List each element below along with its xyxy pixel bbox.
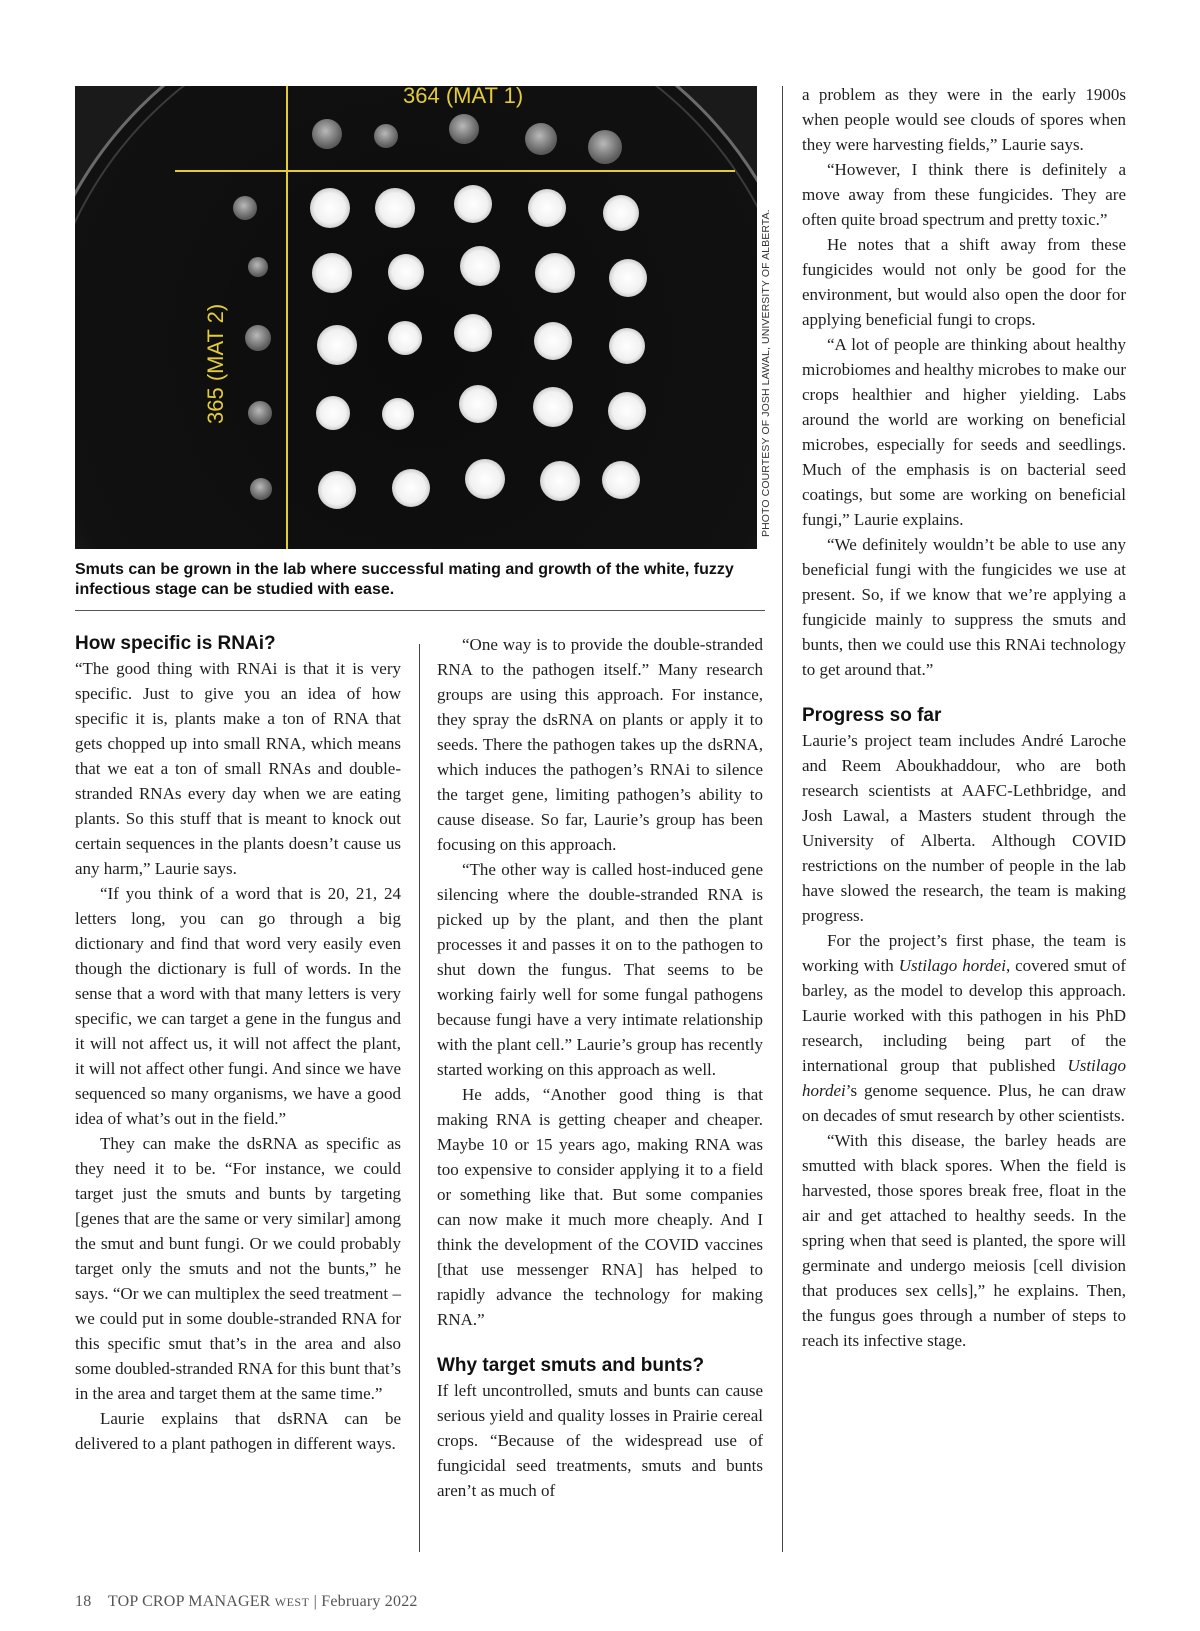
photo-credit-text: PHOTO COURTESY OF JOSH LAWAL, UNIVERSITY OF ALBERTA. [760,209,772,537]
petri-dish-photo [75,86,757,549]
issue-date: February 2022 [321,1593,418,1610]
column-divider-2 [782,86,783,1552]
paragraph: “If you think of a word that is 20, 21, 24 letters long, you can go through a big dictionary and find that word very easily even though the dictionary is full of words. In the sense that a word with that many letters is very specific, we can target a gene in the fungus and it will not affect us, it will not affect the plant, it will not affect other fungi. And since we have sequenced so many organisms, we have a good idea of what’s out in the field.” [75,884,401,1128]
label-mat1: 364 (MAT 1) [403,86,524,108]
paragraph: “The good thing with RNAi is that it is very specific. Just to give you an idea of how specific it is, plants make a ton of RNA that gets chopped up into small RNA, which means that we eat a ton of small RNAs and double-stranded RNAs every day when we are eating plants. So this stuff that is meant to knock out certain sequences in the plants doesn’t cause us any harm,” Laurie says. [75,659,401,878]
magazine-name: TOP CROP MANAGER [107,1593,271,1610]
page-footer [75,1593,418,1611]
paragraph: He notes that a shift away from these fungicides would not only be good for the environment, but would also open the door for applying beneficial fungi to crops. [802,235,1126,329]
paragraph: He adds, “Another good thing is that making RNA is getting cheaper and cheaper. Maybe 10 or 15 years ago, making RNA was too expensive to consider applying it to a field or something like that. But some companies can now make it much more cheaply. And I think the development of the COVID vaccines [that use messenger RNA] has helped to rapidly advance the technology for making RNA.” [437,1085,763,1329]
photo-caption: Smuts can be grown in the lab where successful mating and growth of the white, fuzzy infectious stage can be studied with ease. [75,561,734,598]
paragraph: “However, I think there is definitely a move away from these fungicides. They are often quite broad spectrum and pretty toxic.” [802,160,1126,229]
paragraph: “The other way is called host-induced gene silencing where the double-stranded RNA is picked up by the plant, and then the plant processes it and passes it on to the pathogen to shut down the fungus. That seems to be working fairly well for some fungal pathogens because fungi have a very intimate relationship with the plant cell.” Laurie’s group has recently started working on this approach as well. [437,860,763,1079]
paragraph: “We definitely wouldn’t be able to use any beneficial fungi with the fungicides we use at present. So, if we know that we’re applying a fungicide mainly to suppress the smuts and bunts, then we could use this RNAi technology to get around that.” [802,535,1126,679]
heading-progress: Progress so far [802,705,942,726]
article-column-3 [802,82,1126,1353]
paragraph: “A lot of people are thinking about healthy microbiomes and healthy microbes to make our crops healthier and higher yielding. Labs around the world are working on beneficial microbes, especially for seeds and seedlings. Much of the emphasis is on bacterial seed coatings, but some are working on beneficial fungi,” Laurie explains. [802,335,1126,529]
paragraph: Laurie’s project team includes André Laroche and Reem Aboukhaddour, who are both research scientists at AAFC-Lethbridge, and Josh Lawal, a Masters student through the University of Alberta. Although COVID restrictions on the number of people in the lab have slowed the research, the team is making progress. [802,731,1126,925]
paragraph: If left uncontrolled, smuts and bunts can cause serious yield and quality losses in Prairie cereal crops. “Because of the widespread use of fungicidal seed treatments, smuts and bunts aren’t as much of [437,1381,763,1500]
paragraph: For the project’s first phase, the team is working with Ustilago hordei, covered smut of barley, as the model to develop this approach. Laurie worked with this pathogen in his PhD research, including being part of the international group that published Ustilago hordei’s genome sequence. Plus, he can draw on decades of smut research by other scientists. [802,931,1126,1125]
article-column-2 [437,632,763,1503]
label-mat2: 365 (MAT 2) [203,303,228,424]
paragraph: a problem as they were in the early 1900s when people would see clouds of spores when they were harvesting fields,” Laurie says. [802,85,1126,154]
petri-dish-illustration [75,86,757,549]
page-number: 18 [75,1593,92,1610]
caption-divider [75,610,765,611]
heading-why-target: Why target smuts and bunts? [437,1355,705,1376]
magazine-edition: WEST [274,1595,310,1609]
column-divider-1 [419,644,420,1552]
photo-credit [752,86,780,549]
paragraph: They can make the dsRNA as specific as they need it to be. “For instance, we could target just the smuts and bunts by targeting [genes that are the same or very similar] among the smut and bunt fungi. Or we could probably target only the smuts and not the bunts,” he says. “Or we can multiplex the seed treatment – we could put in some double-stranded RNA for this specific smut that’s in the area and also some doubled-stranded RNA for this bunt that’s in the area and target them at the same time.” [75,1134,401,1403]
paragraph: “One way is to provide the double-stranded RNA to the pathogen itself.” Many research groups are using this approach. For instance, they spray the dsRNA on plants or apply it to seeds. There the pathogen takes up the dsRNA, which induces the pathogen’s RNAi to silence the target gene, limiting pathogen’s ability to cause disease. So far, Laurie’s group has been focusing on this approach. [437,635,763,854]
paragraph: “With this disease, the barley heads are smutted with black spores. When the field is harvested, those spores break free, float in the air and get attached to healthy seeds. In the spring when that seed is planted, the spore will germinate and undergo meiosis [cell division that produces sex cells],” he explains. Then, the fungus goes through a number of steps to reach its infective stage. [802,1131,1126,1350]
paragraph: Laurie explains that dsRNA can be delivered to a plant pathogen in different ways. [75,1409,401,1453]
article-column-1 [75,632,401,1456]
footer-separator: | [313,1593,318,1610]
heading-how-specific: How specific is RNAi? [75,633,276,654]
